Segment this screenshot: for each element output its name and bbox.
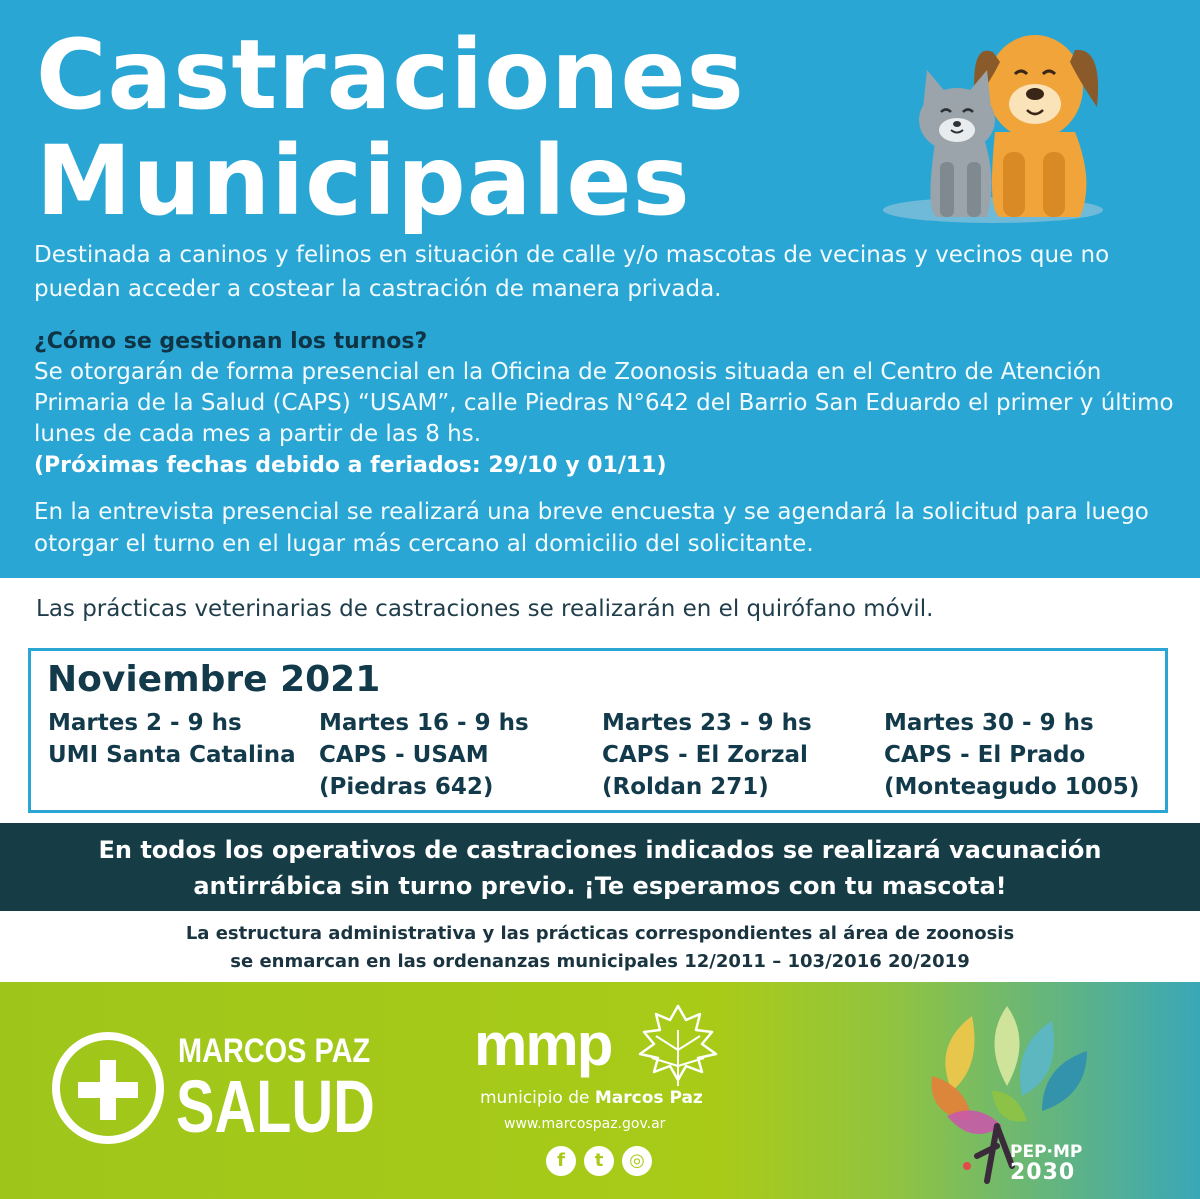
pep-label: PEP·MP — [1010, 1142, 1083, 1162]
schedule-date: Martes 30 - 9 hs — [884, 710, 1094, 736]
schedule-entry — [319, 707, 529, 803]
schedule-date: Martes 2 - 9 hs — [48, 710, 242, 736]
instagram-icon[interactable]: ◎ — [622, 1146, 652, 1176]
facebook-icon[interactable]: f — [546, 1146, 576, 1176]
municipality-prefix: municipio de — [480, 1088, 595, 1108]
schedule-place: UMI Santa Catalina — [48, 742, 296, 768]
schedule-address: (Monteagudo 1005) — [884, 774, 1140, 800]
leaf-icon — [632, 1000, 724, 1092]
schedule-date: Martes 23 - 9 hs — [602, 710, 812, 736]
interview-text: En la entrevista presencial se realizará una breve encuesta y se agendará la solicitud para luego otorgar el turno en el lugar más cercano al domicilio del solicitante. — [34, 499, 1149, 557]
schedule-address: (Piedras 642) — [319, 774, 494, 800]
vaccination-banner — [0, 823, 1200, 911]
schedule-entry — [602, 707, 812, 803]
schedule-box — [28, 648, 1168, 813]
appointments-question: ¿Cómo se gestionan los turnos? — [34, 329, 428, 354]
vaccination-line-2: antirrábica sin turno previo. ¡Te esperamos con tu mascota! — [193, 872, 1007, 900]
info-panel — [0, 0, 1200, 578]
schedule-entry — [884, 707, 1139, 803]
practices-note: Las prácticas veterinarias de castraciones se realizarán en el quirófano móvil. — [36, 596, 934, 622]
mmp-wordmark: mmp — [474, 1011, 612, 1078]
schedule-month: Noviembre 2021 — [47, 659, 381, 700]
schedule-place: CAPS - El Prado — [884, 742, 1086, 768]
pep-year: 2030 — [1010, 1160, 1076, 1185]
schedule-place: CAPS - El Zorzal — [602, 742, 808, 768]
schedule-place: CAPS - USAM — [319, 742, 489, 768]
salud-logo-top: MARCOS PAZ — [178, 1032, 371, 1070]
holiday-dates-note: (Próximas fechas debido a feriados: 29/10 y 01/11) — [34, 453, 667, 478]
schedule-entry — [48, 707, 296, 771]
website-link[interactable]: www.marcospaz.gov.ar — [504, 1116, 666, 1132]
municipality-name — [480, 1088, 703, 1108]
title-line-2: Municipales — [36, 125, 691, 237]
schedule-address: (Roldan 271) — [602, 774, 769, 800]
municipality-town: Marcos Paz — [594, 1088, 703, 1108]
appointments-body: Se otorgarán de forma presencial en la Oficina de Zoonosis situada en el Centro de Atención Primaria de la Salud (CAPS) “USAM”, calle Piedras N°642 del Barrio San Eduardo el primer y último lunes de cada mes a partir de las 8 hs. — [34, 359, 1174, 447]
cat-and-dog-illustration — [875, 12, 1105, 227]
twitter-icon[interactable]: t — [584, 1146, 614, 1176]
legal-note — [0, 920, 1200, 976]
social-links — [546, 1146, 666, 1180]
marcos-paz-salud-logo — [52, 1026, 375, 1148]
intro-text: Destinada a caninos y felinos en situación de calle y/o mascotas de vecinas y vecinos que no puedan acceder a costear la castración de manera privada. — [34, 242, 1110, 302]
pep-mp-2030-logo — [912, 996, 1112, 1192]
title-line-1: Castraciones — [36, 19, 745, 131]
municipality-logo — [474, 996, 734, 1196]
appointments-section — [34, 326, 1184, 481]
health-cross-icon — [52, 1032, 164, 1144]
legal-line-2: se enmarcan en las ordenanzas municipales 12/2011 – 103/2016 20/2019 — [230, 951, 970, 972]
vaccination-line-1: En todos los operativos de castraciones indicados se realizará vacunación — [98, 836, 1102, 864]
footer — [0, 982, 1200, 1199]
legal-line-1: La estructura administrativa y las prácticas correspondientes al área de zoonosis — [185, 923, 1015, 944]
salud-logo-bottom: SALUD — [176, 1065, 375, 1148]
schedule-date: Martes 16 - 9 hs — [319, 710, 529, 736]
page-title — [36, 19, 745, 237]
